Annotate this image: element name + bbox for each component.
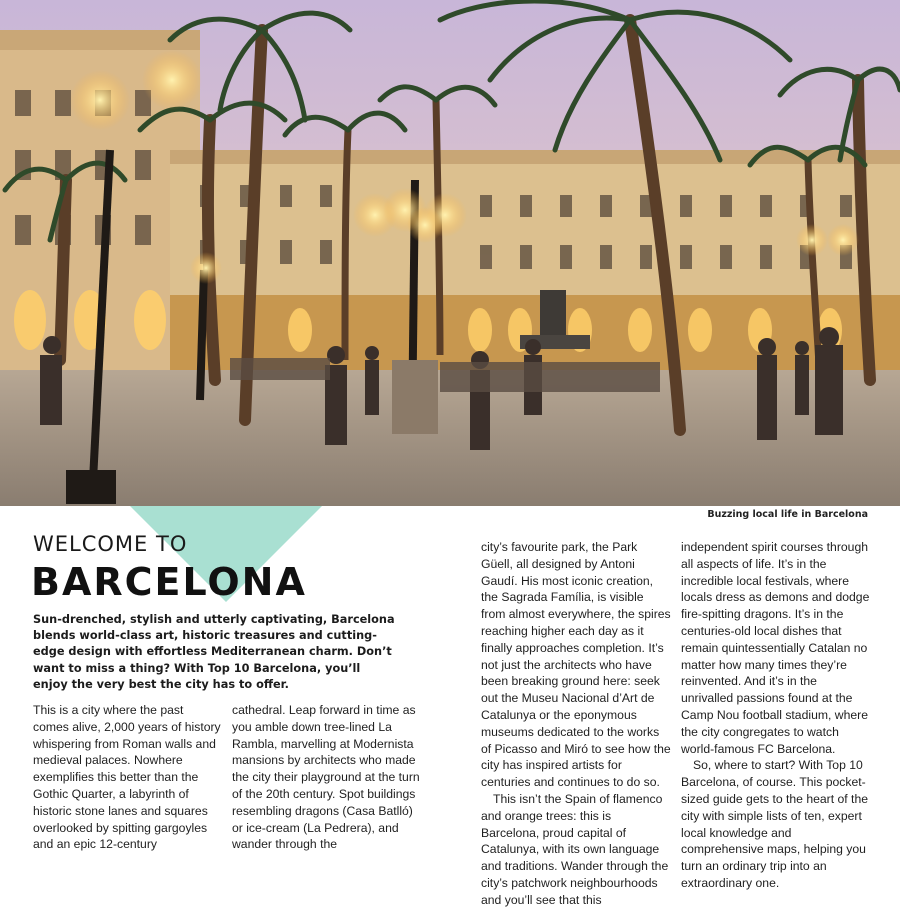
body-paragraph: So, where to start? With Top 10 Barcelona, of course. This pocket-sized guide gets to the heart of the city with simple lists of ten, expert local knowledge and comprehensive maps, helping you turn an ordinary trip into an extraordinary one. <box>681 758 869 890</box>
body-column-3 <box>481 539 671 909</box>
photo-caption: Buzzing local life in Barcelona <box>707 509 868 520</box>
body-paragraph: This is a city where the past comes alive, 2,000 years of history whispering from Roman walls and medieval palaces. Nowhere exemplifies this better than the Gothic Quarter, a labyrinth of historic stone lanes and squares overlooked by spitting gargoyles and an epic 12-century <box>33 703 221 852</box>
intro-paragraph: Sun-drenched, stylish and utterly captivating, Barcelona blends world-class art, historic treasures and cutting-edge design with effortless Mediterranean charm. Don’t want to miss a thing? With Top 10 Barcelona, you’ll enjoy the very best the city has to offer. <box>33 613 395 691</box>
body-paragraph: city’s favourite park, the Park Güell, all designed by Antoni Gaudí. His most iconic creation, the Sagrada Família, is visible from almost everywhere, the spires reaching higher each day as it finally approaches completion. It’s not just the architects who have been breaking ground here: seek out the Museu Nacional d’Art de Catalunya or the eponymous museums dedicated to the works of Picasso and Miró to see how the city has inspired artists for centuries and continues to do so. <box>481 540 671 790</box>
body-paragraph: cathedral. Leap forward in time as you amble down tree-lined La Rambla, marvelling at Modernista mansions by architects who made the city their playground at the turn of the 20th century. Spot buildings resembling dragons (Casa Batlló) or ice-cream (La Pedrera), and wander through the <box>232 703 420 852</box>
page-title: BARCELONA <box>31 560 307 604</box>
body-column-2 <box>232 702 422 853</box>
page-kicker: WELCOME TO <box>33 532 188 556</box>
body-paragraph: This isn’t the Spain of flamenco and orange trees: this is Barcelona, proud capital of Catalunya, with its own language and traditions. Wander through the city’s patchwork neighbourhoods and you’ll see that this <box>481 791 669 907</box>
body-paragraph: independent spirit courses through all aspects of life. It’s in the incredible local festivals, where locals dress as demons and dodge fire-spitting dragons. It’s in the centuries-old local dishes that remain quintessentially Catalan no matter how many times they’re reinvented. And it’s in the unrivalled passions found at the Camp Nou football stadium, where the city congregates to watch world-famous FC Barcelona. <box>681 540 870 756</box>
body-column-4 <box>681 539 871 892</box>
body-column-1 <box>33 702 221 853</box>
